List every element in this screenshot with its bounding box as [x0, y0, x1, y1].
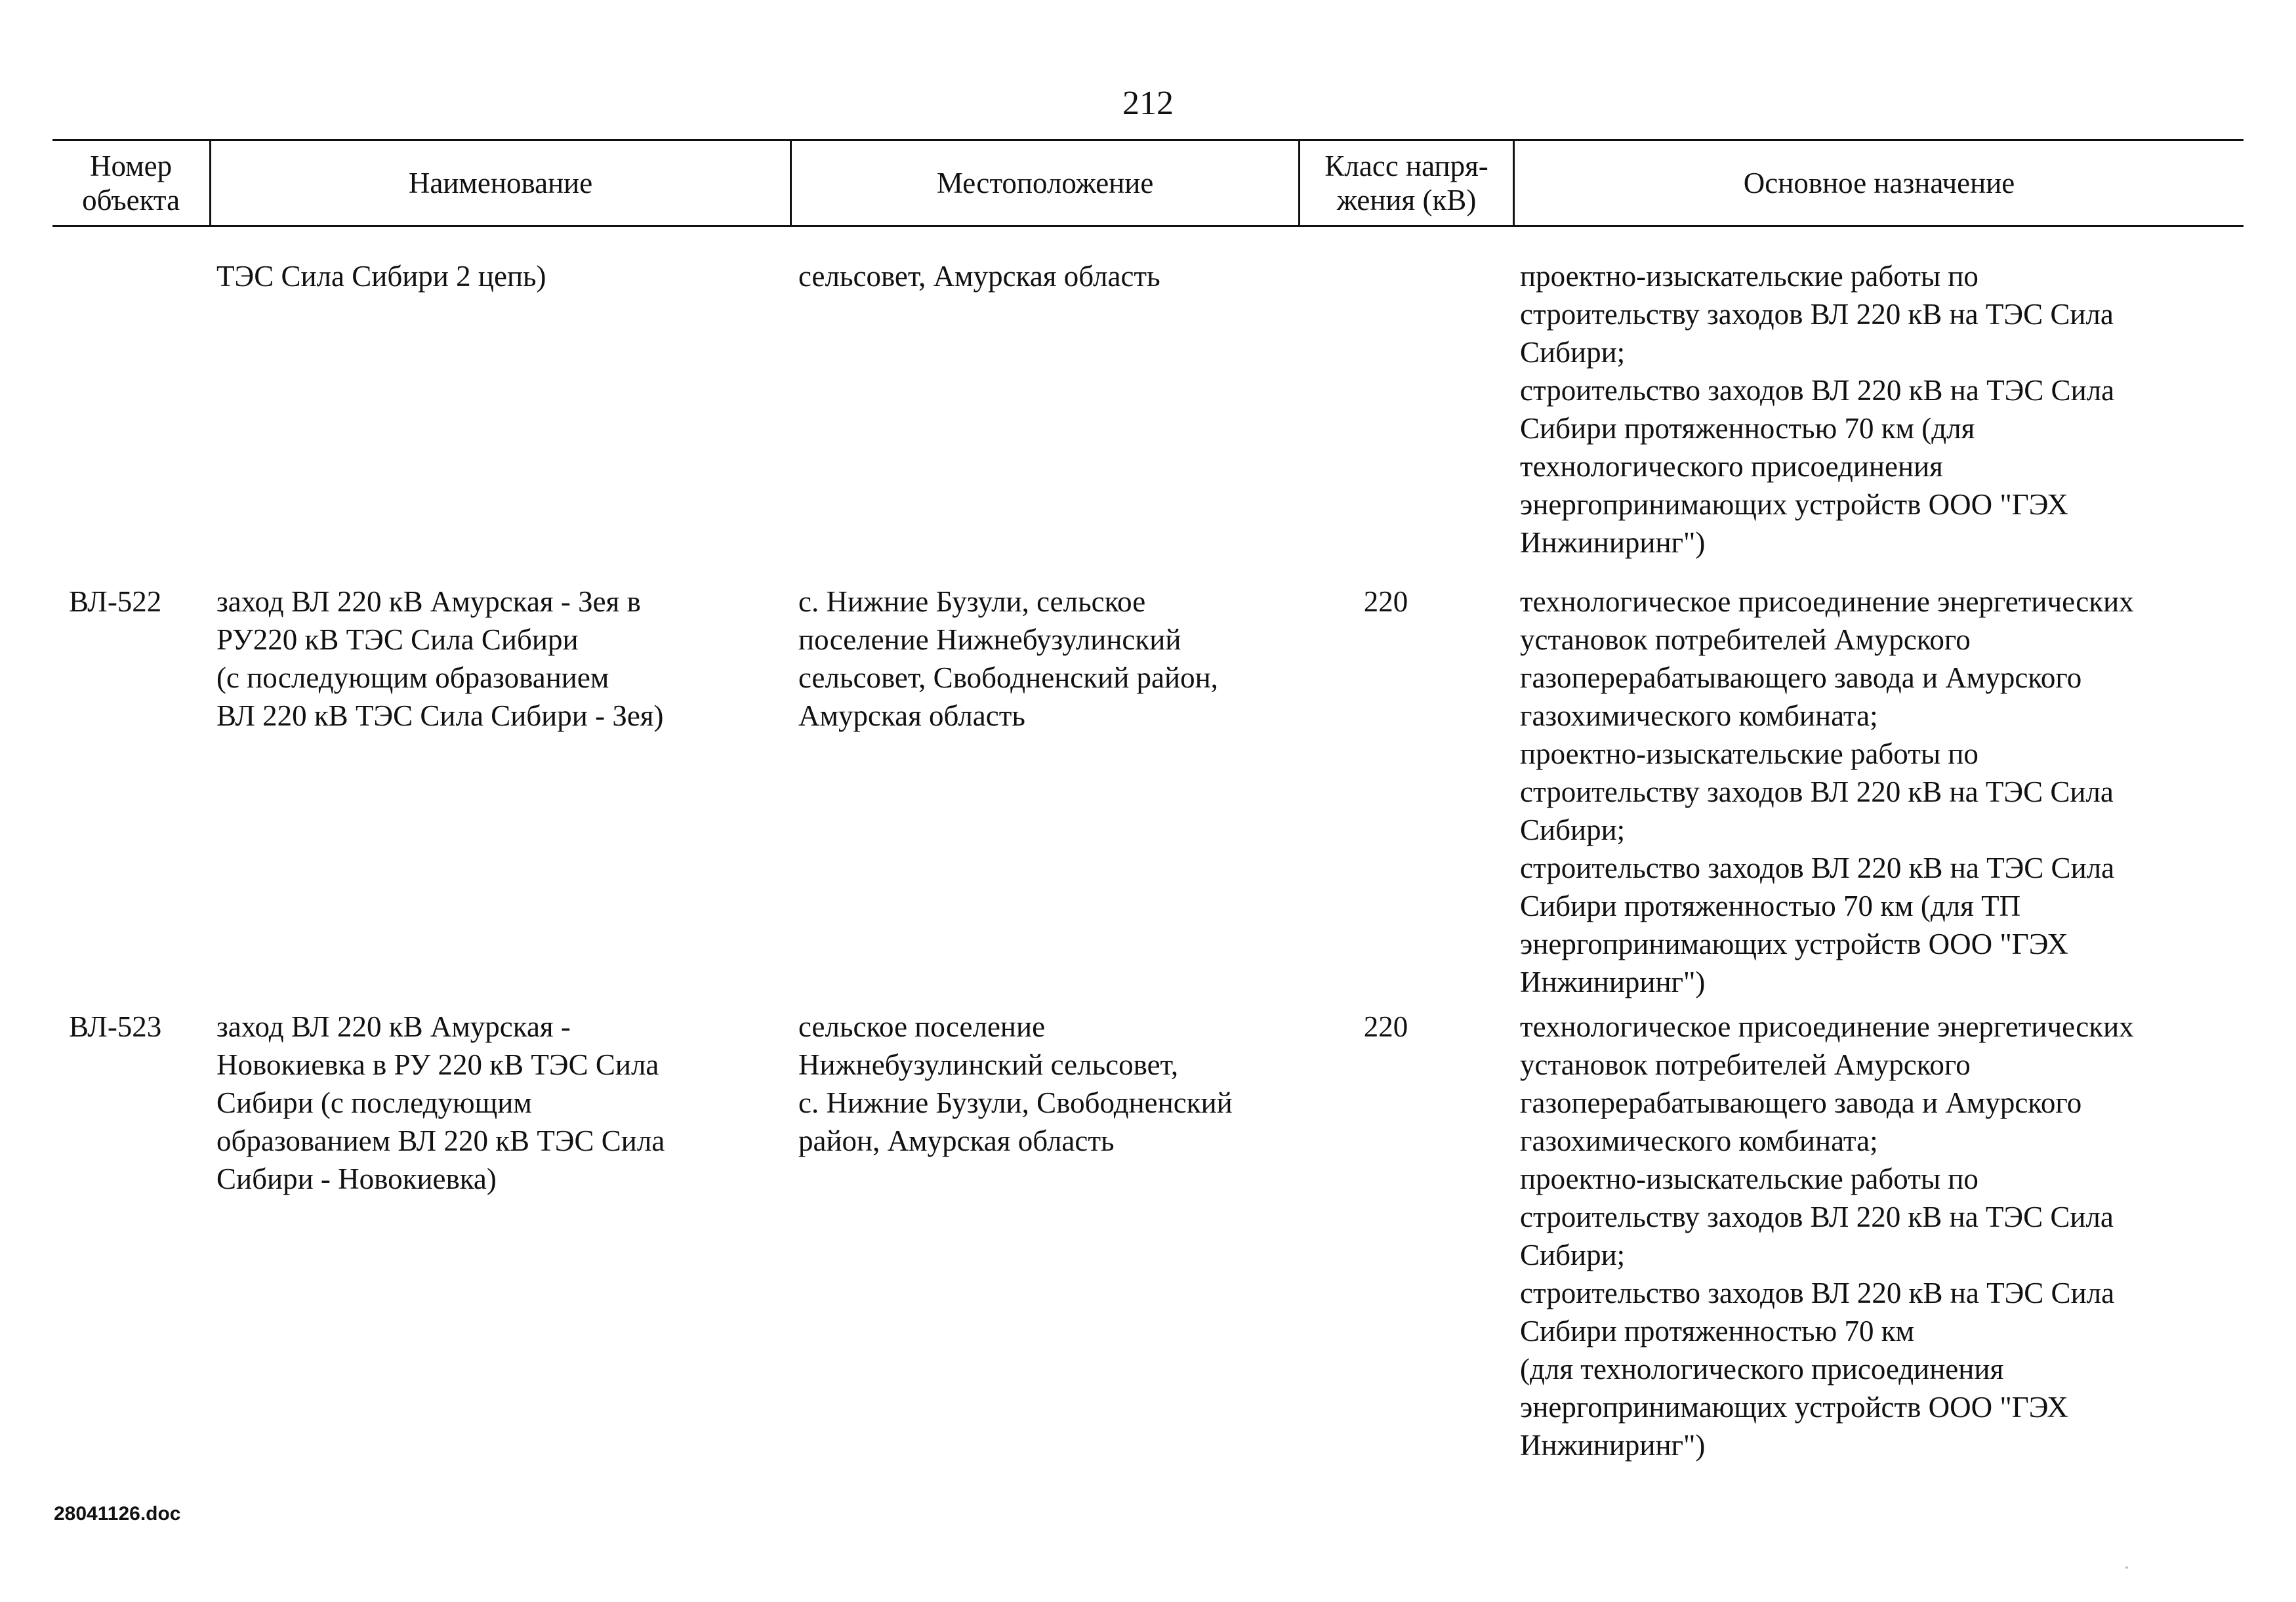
cell-voltage: 220: [1363, 585, 1408, 618]
cell-location: сельское поселение Нижнебузулинский сельсовет, с. Нижние Бузули, Свободненский район, Амурская область: [798, 1010, 1233, 1157]
page-number: 212: [1122, 85, 1174, 122]
scan-speck: [2125, 1567, 2128, 1569]
table-row: [52, 583, 2244, 1008]
cell-purpose: проектно-изыскательские работы по строительству заходов ВЛ 220 кВ на ТЭС Сила Сибири; строительство заходов ВЛ 220 кВ на ТЭС Сила Сибири протяженностью 70 км (для технологического присоединения энергопринимающих устройств ООО "ГЭХ Инжиниринг"): [1520, 260, 2115, 559]
table-row: [52, 257, 2244, 583]
cell-name: заход ВЛ 220 кВ Амурская - Новокиевка в РУ 220 кВ ТЭС Сила Сибири (с последующим образованием ВЛ 220 кВ ТЭС Сила Сибири - Новокиевка): [216, 1010, 665, 1195]
cell-purpose: технологическое присоединение энергетических установок потребителей Амурского газоперерабатывающего завода и Амурского газохимического комбината; проектно-изыскательские работы по строительству заходов ВЛ 220 кВ на ТЭС Сила Сибири; строительство заходов ВЛ 220 кВ на ТЭС Сила Сибири протяженностыо 70 км (для ТП энергопринимающих устройств ООО "ГЭХ Инжиниринг"): [1520, 585, 2134, 998]
cell-name: заход ВЛ 220 кВ Амурская - Зея в РУ220 кВ ТЭС Сила Сибири (с последующим образованием ВЛ 220 кВ ТЭС Сила Сибири - Зея): [216, 585, 664, 732]
table-row: [52, 1008, 2244, 1464]
cell-name: ТЭС Сила Сибири 2 цепь): [216, 260, 546, 293]
cell-voltage: 220: [1363, 1010, 1408, 1043]
cell-number: ВЛ-523: [69, 1010, 162, 1043]
cell-voltage: [1299, 257, 1512, 583]
document-file-code: 28041126.doc: [54, 1503, 181, 1525]
header-location: Местоположение: [790, 141, 1298, 225]
cell-number: ВЛ-522: [69, 585, 162, 618]
cell-location: сельсовет, Амурская область: [798, 260, 1160, 293]
header-name: Наименование: [209, 141, 790, 225]
table-body: [52, 257, 2244, 1464]
header-number: Номер объекта: [82, 150, 180, 216]
cell-location: с. Нижние Бузули, сельское поселение Нижнебузулинский сельсовет, Свободненский район, Амурская область: [798, 585, 1218, 732]
header-purpose: Основное назначение: [1513, 141, 2244, 225]
header-voltage: Класс напря- жения (кВ): [1298, 141, 1513, 225]
table-header: [52, 139, 2244, 227]
cell-purpose: технологическое присоединение энергетических установок потребителей Амурского газоперерабатывающего завода и Амурского газохимического комбината; проектно-изыскательские работы по строительству заходов ВЛ 220 кВ на ТЭС Сила Сибири; строительство заходов ВЛ 220 кВ на ТЭС Сила Сибири протяженностью 70 км (для технологического присоединения энергопринимающих устройств ООО "ГЭХ Инжиниринг"): [1520, 1010, 2134, 1462]
